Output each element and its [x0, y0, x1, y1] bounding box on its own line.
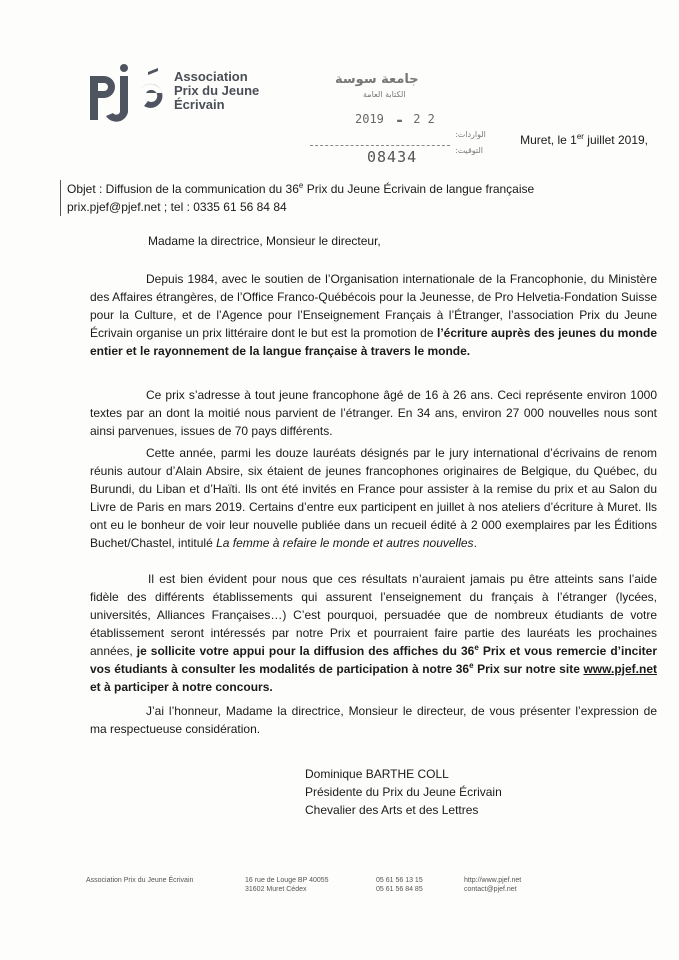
stamp-number: 08434 [367, 148, 418, 166]
paragraph-1: Depuis 1984, avec le soutien de l’Organisation internationale de la Francophonie, du Ministère des Affaires étrangères, de l’Office Franco-Québécois pour la Jeunesse, de Pro Helvetia-Fondation Suisse pour la Culture, et de l’Agence pour l’Enseignement Français à l’Étranger, l’association Prix du Jeune Écrivain organise un prix littéraire dont le but est la promotion de l’écriture auprès des jeunes du monde entier et le rayonnement de la langue française à travers le monde. [90, 272, 657, 358]
contact-line: prix.pjef@pjef.net ; tel : 0335 61 56 84 84 [67, 200, 287, 214]
salutation: Madame la directrice, Monsieur le directeur, [148, 234, 381, 248]
org-line-1: Association [174, 69, 248, 84]
footer-org: Association Prix du Jeune Écrivain [86, 877, 194, 884]
stamp-date-day: 2 2 [413, 112, 435, 126]
footer-email[interactable]: contact@pjef.net [464, 886, 517, 893]
subject-block [60, 180, 534, 216]
paragraph-4: Il est bien évident pour nous que ces résultats n’auraient jamais pu être atteints sans l’aide fidèle des différents établissements qui assurent l’enseignement du français à l’étranger (lycées, universités, Alliances Françaises…) C’est pourquoi, persuadée que de nombreux étudiants de votre établissement seront intéressés par notre Prix et pourraient faire partie des lauréats les prochaines années, je sollicite votre appui pour la diffusion des affiches du 36e Prix et vous remercie d’inciter vos étudiants à consulter les modalités de participation à notre 36e Prix sur notre site www.pjef.net et à participer à notre concours. [90, 572, 657, 694]
stamp-label-incoming: الواردات: [455, 130, 486, 139]
signatory-title-1: Présidente du Prix du Jeune Écrivain [305, 785, 502, 799]
footer-address: 16 rue de Louge BP 40055 31602 Muret Cédex [245, 877, 329, 893]
signatory-title-2: Chevalier des Arts et des Lettres [305, 803, 479, 817]
subject-line: Objet : Diffusion de la communication du 36e Prix du Jeune Écrivain de langue française [67, 181, 535, 196]
paragraph-3: Cette année, parmi les douze lauréats désignés par le jury international d’écrivains de renom réunis autour d’Alain Absire, six étaient de jeunes francophones originaires de Belgique, du Québec, du Burundi, du Liban et d’Haïti. Ils ont été invités en France pour assister à la remise du prix et au Salon du Livre de Paris en mars 2019. Certains d’entre eux participent en juillet à nos ateliers d’écriture à Muret. Ils ont eu le bonheur de voir leur nouvelle publiée dans un recueil édité à 2 000 exemplaires par les Éditions Buchet/Chastel, intitulé La femme à refaire le monde et autres nouvelles. [90, 446, 657, 550]
reception-stamp: جامعة سوسة الكتابة العامة 2019 ▬ 2 2 الواردات: التوقيت: 08434 [305, 70, 490, 170]
footer-website[interactable]: http://www.pjef.net [464, 877, 522, 884]
signature-block [305, 765, 502, 819]
stamp-department: الكتابة العامة [363, 90, 406, 99]
stamp-date: 2019 [355, 112, 384, 126]
footer-web [464, 876, 521, 894]
signatory-name: Dominique BARTHE COLL [305, 767, 449, 781]
pje-logo [88, 62, 168, 134]
letter-date: Muret, le 1er juillet 2019, [520, 132, 648, 147]
website-link[interactable]: www.pjef.net [583, 662, 657, 676]
org-line-3: Écrivain [174, 97, 225, 112]
paragraph-2: Ce prix s’adresse à tout jeune francophone âgé de 16 à 26 ans. Ceci représente environ 1000 textes par an dont la moitié nous parvient de l’étranger. En 34 ans, environ 27 000 nouvelles nous sont ainsi parvenues, issues de 70 pays différents. [90, 388, 657, 438]
org-line-2: Prix du Jeune [174, 83, 260, 98]
closing: J’ai l’honneur, Madame la directrice, Monsieur le directeur, de vous présenter l’expression de ma respectueuse considération. [90, 704, 657, 736]
stamp-label-time: التوقيت: [455, 146, 483, 155]
footer-phones: 05 61 56 13 15 05 61 56 84 85 [376, 877, 423, 893]
stamp-university: جامعة سوسة [335, 72, 419, 87]
organization-name [174, 70, 259, 112]
